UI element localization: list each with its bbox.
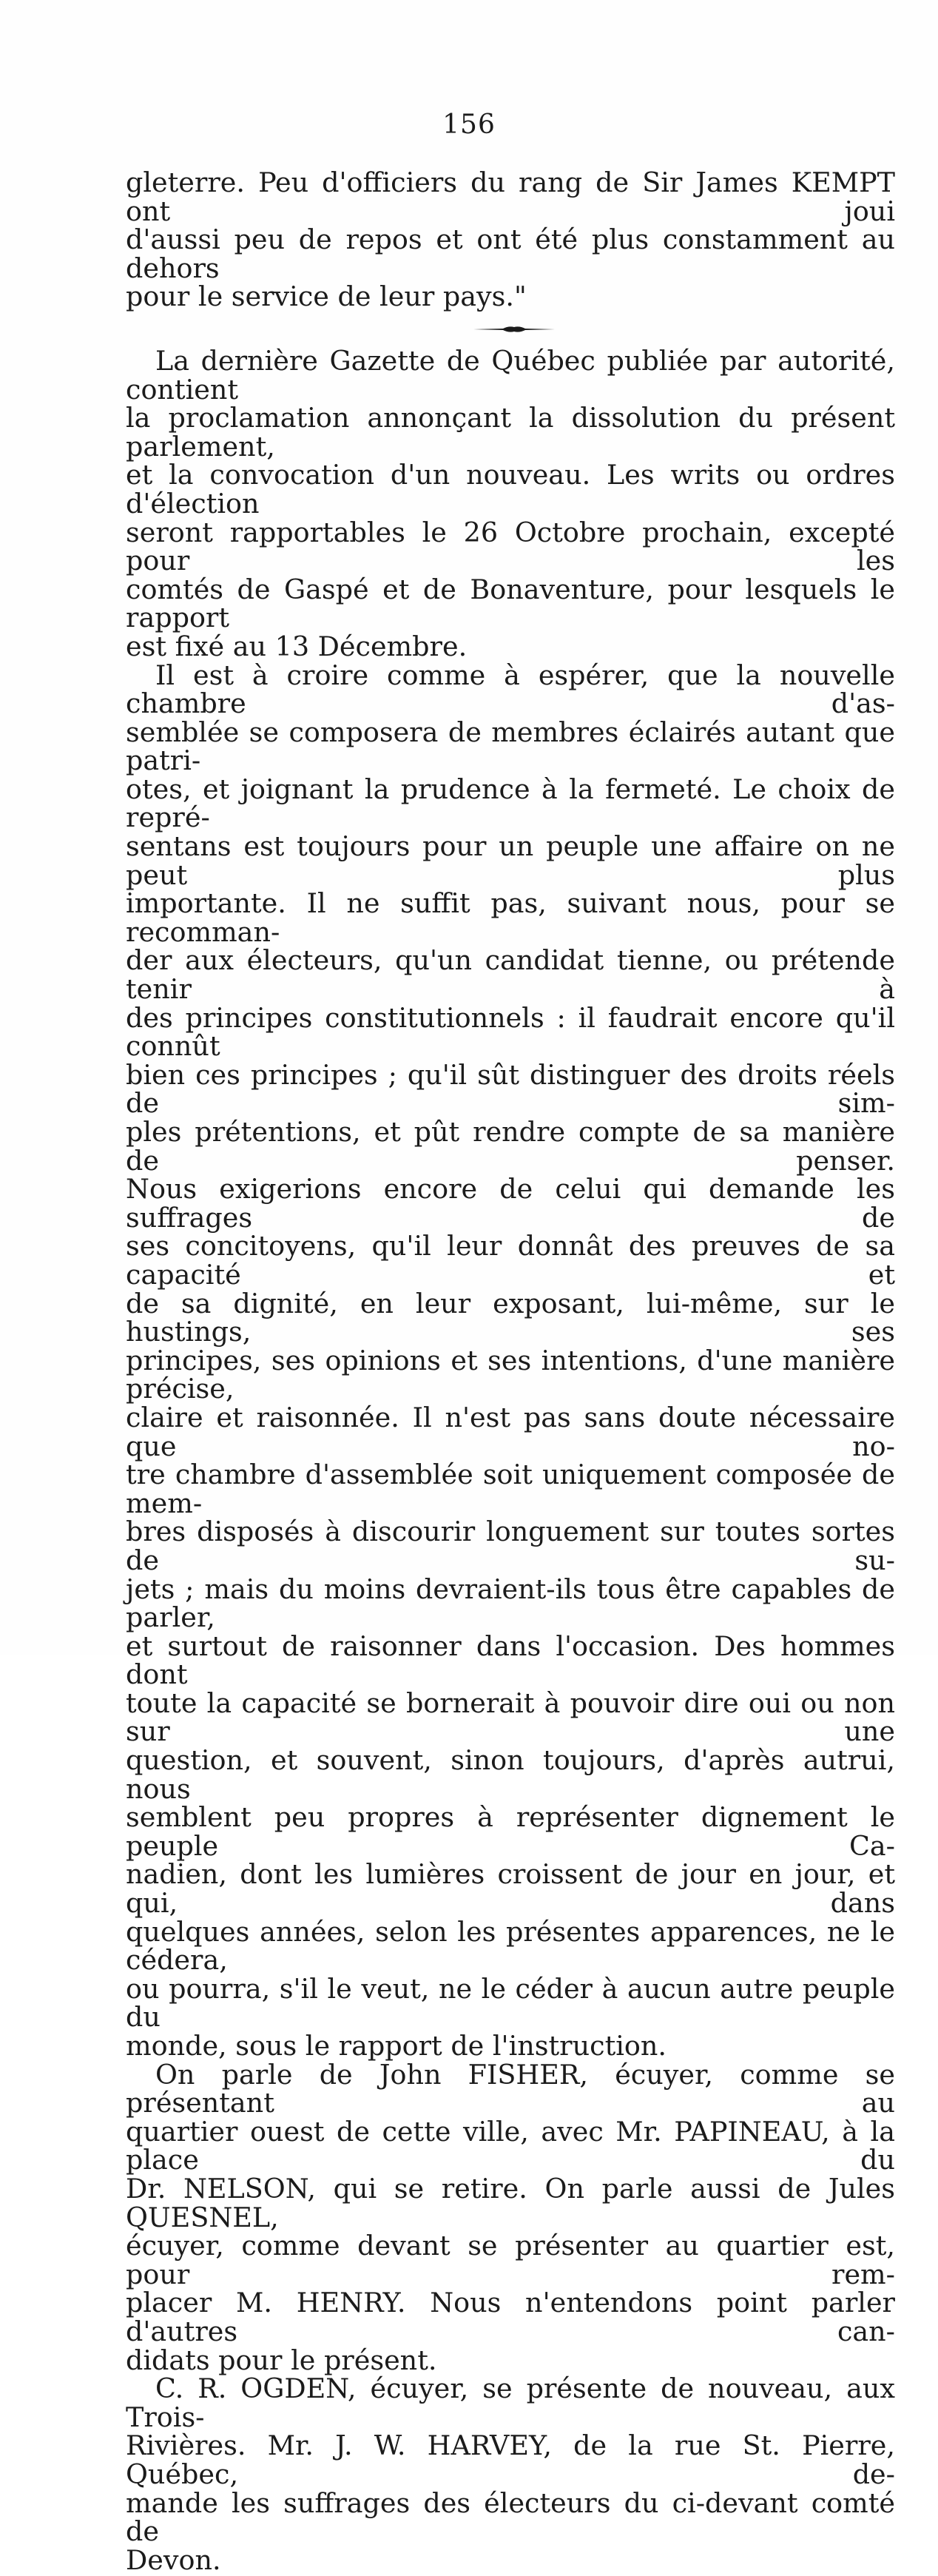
paragraph-3-line-25: monde, sous le rapport de l'instruction. [126, 2030, 667, 2062]
paragraph-2-line-1: La dernière Gazette de Québec publiée par autorité, contient [126, 344, 895, 406]
paragraph-4-line-1: On parle de John FISHER, écuyer, comme se présentant au [126, 2058, 895, 2119]
paragraph-5-line-3: mande les suffrages des électeurs du ci-devant comté de [126, 2486, 895, 2548]
paragraph-5-line-2: Rivières. Mr. J. W. HARVEY, de la rue St. Pierre, Québec, de- [126, 2429, 895, 2490]
paragraph-3-line-11: ses concitoyens, qu'il leur donnât des preuves de sa capacité et [126, 1230, 895, 1291]
paragraph-1-line-1: gleterre. Peu d'officiers du rang de Sir James KEMPT ont joui [126, 167, 895, 227]
paragraph-3-line-15: tre chambre d'assemblée soit uniquement composée de mem- [126, 1459, 895, 1519]
paragraph-3-line-14: claire et raisonnée. Il n'est pas sans doute nécessaire que no- [126, 1401, 895, 1462]
paragraph-4-line-3: Dr. NELSON, qui se retire. On parle aussi de Jules QUESNEL, [126, 2172, 895, 2233]
paragraph-3-line-4: sentans est toujours pour un peuple une affaire on ne peut plus [126, 830, 895, 891]
paragraph-3-line-8: bien ces principes ; qu'il sût distinguer des droits réels de sim- [126, 1058, 895, 1120]
ornament-rule-icon [473, 325, 555, 334]
paragraph-1-line-3: pour le service de leur pays." [126, 280, 527, 313]
paragraph-3-line-21: semblent peu propres à représenter dignement le peuple Ca- [126, 1801, 895, 1862]
paragraph-3-line-6: der aux électeurs, qu'un candidat tienne, ou prétende tenir à [126, 944, 895, 1006]
paragraph-1-line-2: d'aussi peu de repos et ont été plus constamment au dehors [126, 223, 895, 284]
paragraph-3-line-17: jets ; mais du moins devraient-ils tous être capables de parler, [126, 1573, 895, 1634]
paragraph-5-line-1: C. R. OGDEN, écuyer, se présente de nouveau, aux Trois- [126, 2372, 895, 2433]
page-body [126, 169, 895, 2575]
paragraph-4-line-6: didats pour le présent. [126, 2344, 437, 2376]
paragraph-2-line-2: la proclamation annonçant la dissolution du présent parlement, [126, 402, 895, 463]
paragraph-3-line-20: question, et souvent, sinon toujours, d'après autrui, nous [126, 1744, 895, 1805]
paragraph-3-line-23: quelques années, selon les présentes apparences, ne le cédera, [126, 1915, 895, 1977]
paragraph-3-line-22: nadien, dont les lumières croissent de jour en jour, et qui, dans [126, 1858, 895, 1920]
paragraph-3-line-12: de sa dignité, en leur exposant, lui-même, sur le hustings, ses [126, 1287, 895, 1348]
page-number: 156 [442, 110, 496, 140]
paragraph-3-line-18: et surtout de raisonner dans l'occasion. Des hommes dont [126, 1630, 895, 1691]
paragraph-5-line-4: Devon. [126, 2543, 221, 2576]
section-divider [126, 312, 895, 347]
paragraph-3-line-19: toute la capacité se bornerait à pouvoir dire oui ou non sur une [126, 1686, 895, 1748]
paragraph-3-line-7: des principes constitutionnels : il faudrait encore qu'il connût [126, 1001, 895, 1063]
paragraph-3-line-3: otes, et joignant la prudence à la fermeté. Le choix de repré- [126, 773, 895, 834]
paragraph-3-line-2: semblée se composera de membres éclairés autant que patri- [126, 716, 895, 777]
paragraph-3-line-13: principes, ses opinions et ses intentions, d'une manière précise, [126, 1344, 895, 1405]
paragraph-3-line-24: ou pourra, s'il le veut, ne le céder à aucun autre peuple du [126, 1972, 895, 2034]
paragraph-3-line-5: importante. Il ne suffit pas, suivant nous, pour se recomman- [126, 887, 895, 948]
paragraph-2-line-3: et la convocation d'un nouveau. Les writs ou ordres d'élection [126, 459, 895, 519]
paragraph-3-line-1: Il est à croire comme à espérer, que la nouvelle chambre d'as- [126, 659, 895, 720]
paragraph-4-line-4: écuyer, comme devant se présenter au quartier est, pour rem- [126, 2230, 895, 2290]
paragraph-4-line-5: placer M. HENRY. Nous n'entendons point parler d'autres can- [126, 2287, 895, 2347]
paragraph-2-line-6: est fixé au 13 Décembre. [126, 630, 468, 662]
paragraph-3-line-9: ples prétentions, et pût rendre compte de sa manière de penser. [126, 1116, 895, 1177]
paragraph-2-line-4: seront rapportables le 26 Octobre prochain, excepté pour les [126, 516, 895, 577]
paragraph-3-line-10: Nous exigerions encore de celui qui demande les suffrages de [126, 1173, 895, 1234]
paragraph-2-line-5: comtés de Gaspé et de Bonaventure, pour lesquels le rapport [126, 573, 895, 634]
paragraph-4-line-2: quartier ouest de cette ville, avec Mr. PAPINEAU, à la place du [126, 2115, 895, 2176]
paragraph-3-line-16: bres disposés à discourir longuement sur toutes sortes de su- [126, 1516, 895, 1576]
